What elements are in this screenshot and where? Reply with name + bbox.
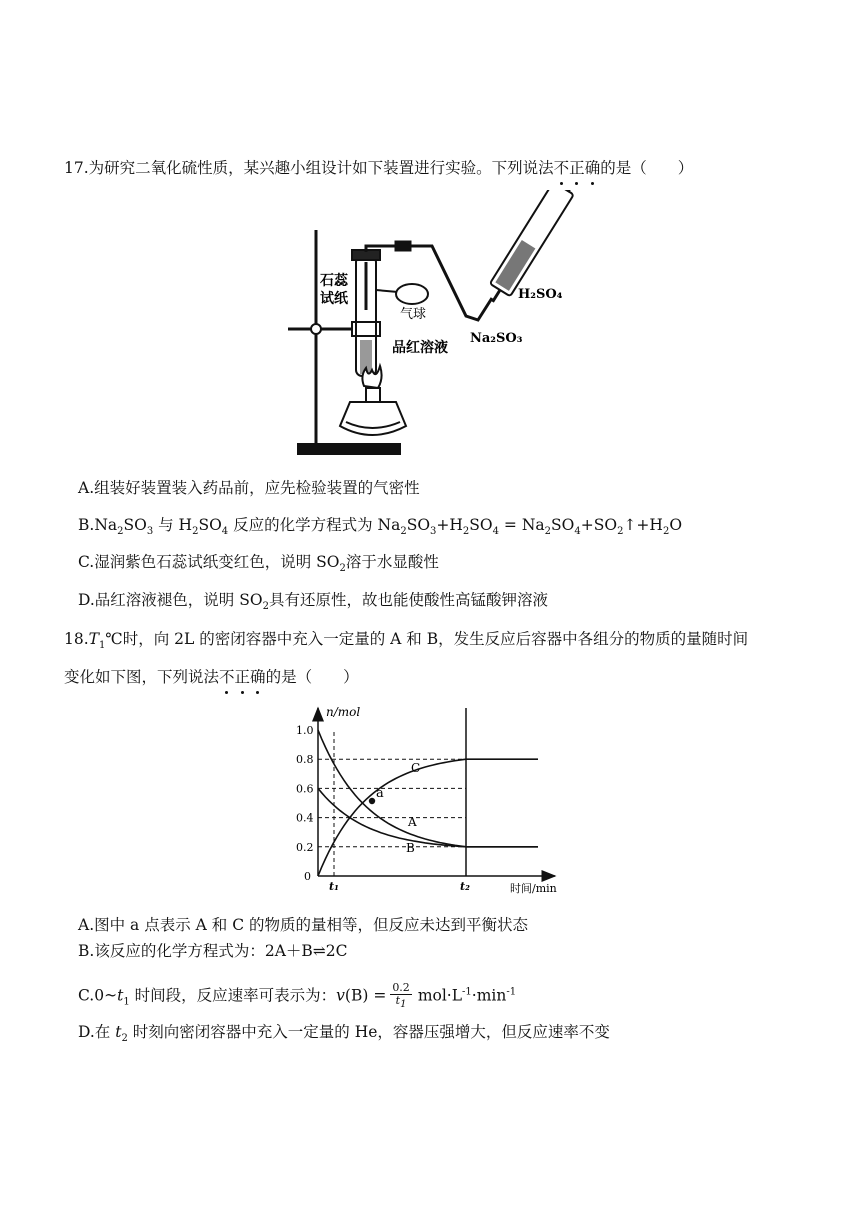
y-tick-label: 0.2 <box>296 840 314 854</box>
balloon <box>376 284 428 304</box>
alcohol-lamp <box>340 366 406 435</box>
y-tick-label: 1.0 <box>296 724 314 737</box>
q18-option-a: A.图中 a 点表示 A 和 C 的物质的量相等，但反应未达到平衡状态 <box>78 916 528 934</box>
series-label-c: C <box>411 761 421 775</box>
point-a-marker <box>369 798 375 804</box>
q17-apparatus-figure <box>0 190 860 470</box>
q18-option-d: D.在 $t_2$ 时刻向密闭容器中充入一定量的 He，容器压强增大，但反应速率不变 <box>78 1023 610 1045</box>
x-tick-t2: t₂ <box>460 880 470 893</box>
emph-char: 不 <box>553 159 570 177</box>
emph-char: 正 <box>569 159 585 177</box>
q17-option-c: C.湿润紫色石蕊试纸变红色，说明 $SO_2$溶于水显酸性 <box>78 553 439 575</box>
series-label-b: B <box>406 841 415 855</box>
q18-amount-time-chart <box>0 700 860 900</box>
label-litmus-1: 石蕊 <box>320 273 348 289</box>
q17-option-a: A.组装好装置装入药品前，应先检验装置的气密性 <box>78 479 420 497</box>
q18-option-c: $C.0\sim t_1$ 时间段，反应速率可表示为：v(B) = $\frac{0.2}{t_1}$ $mol\cdot L^{-1}\cdot\min^{-1}$ <box>78 981 517 1011</box>
q18-stem-line-1: $18.T_1℃$时，向 2L 的密闭容器中充入一定量的 A 和 B，发生反应后容器中各组分的物质的量随时间 <box>64 630 749 652</box>
series-label-a: A <box>408 815 417 829</box>
y-tick-label: 0.4 <box>296 811 314 825</box>
label-fuchsin: 品红溶液 <box>392 340 448 356</box>
label-balloon: 气球 <box>400 307 427 322</box>
q17-stem-tail: 的是（ ） <box>600 159 694 177</box>
y-tick-label: 0.8 <box>296 753 314 767</box>
q17-option-d: D.品红溶液褪色，说明 $SO_2$具有还原性，故也能使酸性高锰酸钾溶液 <box>78 591 548 613</box>
q17-stem-text: 17.为研究二氧化硫性质，某兴趣小组设计如下装置进行实验。下列说法 <box>64 159 554 177</box>
delivery-tube <box>366 242 492 320</box>
chart-curves <box>318 730 538 876</box>
x-tick-t1: t₁ <box>329 880 339 893</box>
emph-char: 确 <box>584 159 601 177</box>
label-na2so3: Na₂SO₃ <box>470 331 523 346</box>
q18-option-b: B.该反应的化学方程式为：2A＋B⇌2C <box>78 942 348 960</box>
rate-fraction: $\frac{0.2}{t_1}$ <box>392 981 410 1011</box>
test-tube <box>352 250 380 376</box>
point-a-label: a <box>376 786 384 801</box>
y-tick-labels <box>296 724 314 854</box>
label-h2so4: H₂SO₄ <box>518 287 563 302</box>
emph-char: 不 <box>219 668 235 686</box>
y-axis-label: n/mol <box>326 705 361 719</box>
reaction-equation: 2A＋B⇌2C <box>264 942 348 960</box>
origin-label: 0 <box>304 870 311 883</box>
q17-stem <box>64 158 693 178</box>
q17-option-b: $B.Na_2SO_3$ 与 $H_2SO_4$ 反应的化学方程式为 $Na_2SO_3+H_2SO_4$ = $Na_2SO_4+SO_2↑+H_2O$ <box>78 516 683 538</box>
q18-stem-line-2: 变化如下图，下列说法不正确的是（ ） <box>64 668 359 686</box>
chart-guides <box>318 708 466 876</box>
emph-char: 确 <box>250 668 266 686</box>
label-litmus-2: 试纸 <box>320 291 348 307</box>
y-tick-label: 0.6 <box>296 782 314 796</box>
x-axis-label: 时间/min <box>510 882 557 895</box>
emph-char: 正 <box>234 668 251 686</box>
